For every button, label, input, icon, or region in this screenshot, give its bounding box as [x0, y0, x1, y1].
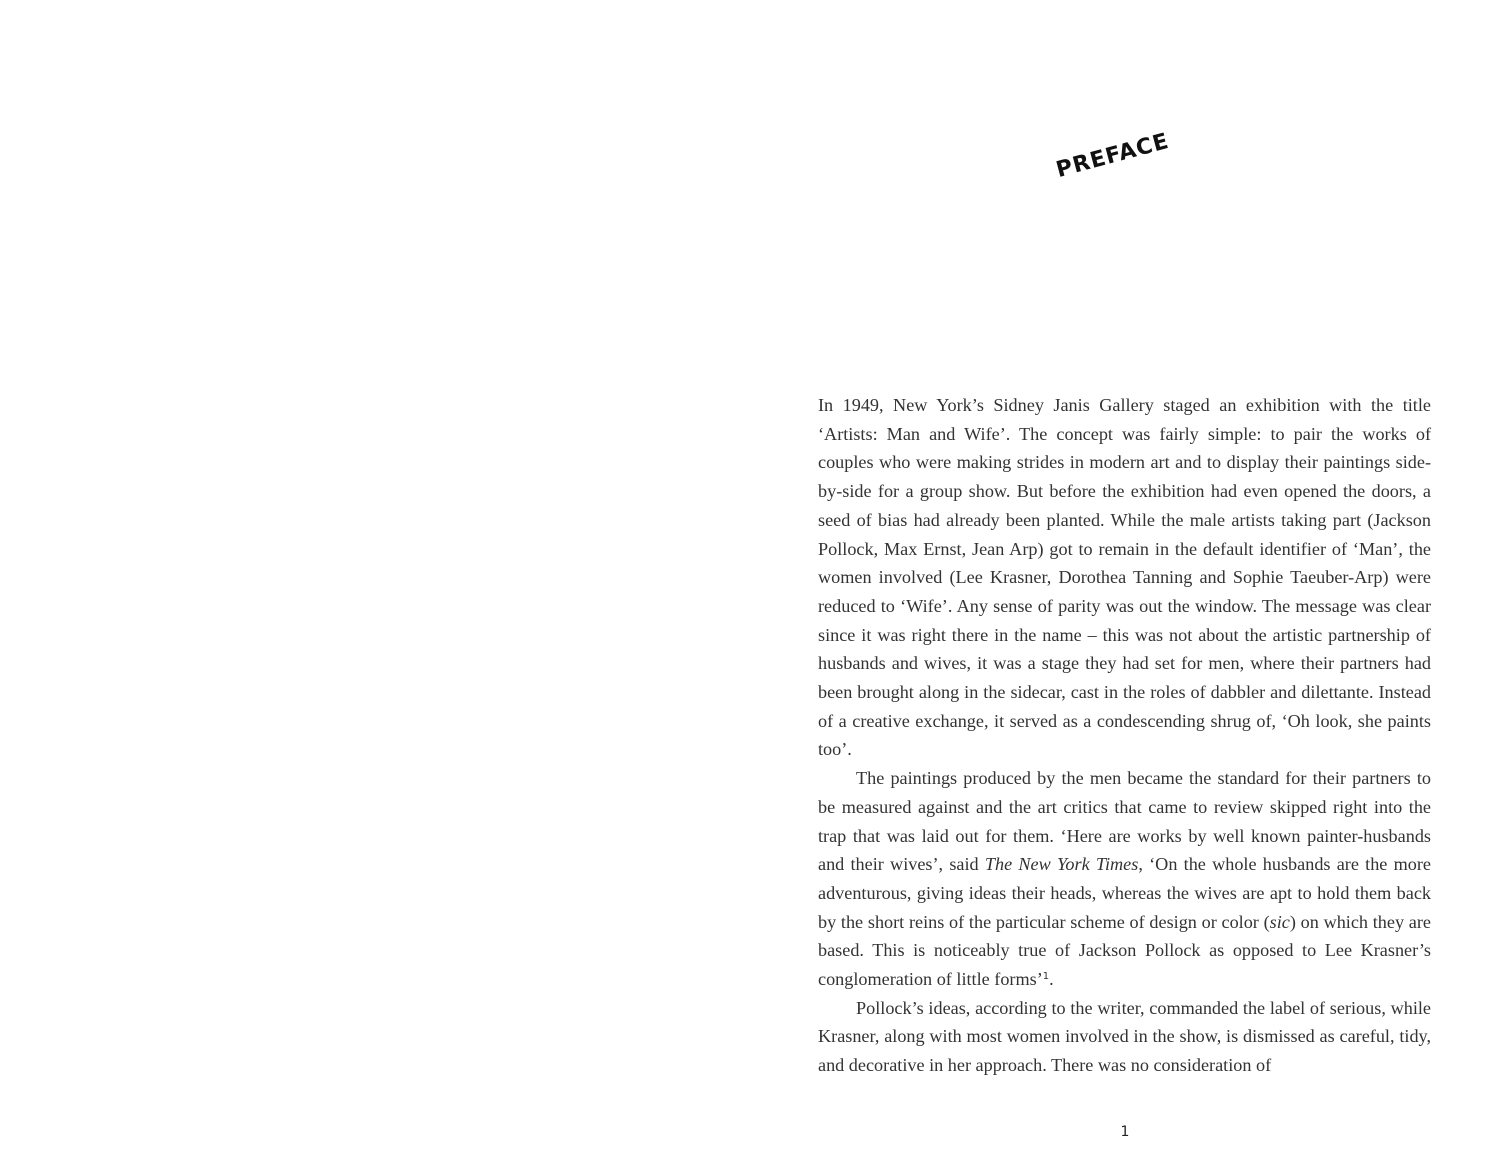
- chapter-title: PREFACE: [1053, 128, 1172, 183]
- paragraph-1: In 1949, New York’s Sidney Janis Gallery staged an exhibition with the title ‘Artists: Man and Wife’. The concept was fairly simple: to pair the works of couples who were making strides in modern art and to display their paintings side-by-side for a group show. But before the exhibition had even opened the doors, a seed of bias had already been planted. While the male artists taking part (Jackson Pollock, Max Ernst, Jean Arp) got to remain in the default identifier of ‘Man’, the women involved (Lee Krasner, Dorothea Tanning and Sophie Taeuber-Arp) were reduced to ‘Wife’. Any sense of parity was out the window. The message was clear since it was right there in the name – this was not about the artistic partnership of husbands and wives, it was a stage they had set for men, where their partners had been brought along in the sidecar, cast in the roles of dabbler and dilettante. Instead of a creative exchange, it served as a condescending shrug of, ‘Oh look, she paints too’.: [818, 395, 1431, 760]
- italic-text: The New York Times: [984, 854, 1139, 875]
- body-text: [818, 391, 1431, 1080]
- footnote-marker: 1: [1042, 971, 1050, 983]
- italic-text: sic: [1269, 911, 1290, 932]
- paragraph-3: Pollock’s ideas, according to the writer, commanded the label of serious, while Krasner, along with most women involved in the show, is dismissed as careful, tidy, and decorative in her approach. There was no consideration of: [818, 997, 1431, 1076]
- paragraph-2: The paintings produced by the men became the standard for their partners to be measured against and the art critics that came to review skipped right into the trap that was laid out for them. ‘Here are works by well known painter-husbands and their wives’, said The New York Times, ‘On the whole husbands are the more adventurous, giving ideas their heads, whereas the wives are apt to hold them back by the short reins of the particular scheme of design or color (sic) on which they are based. This is noticeably true of Jackson Pollock as opposed to Lee Krasner’s conglomeration of little forms’$^1$.: [818, 768, 1431, 990]
- page-number: 1: [1120, 1124, 1130, 1140]
